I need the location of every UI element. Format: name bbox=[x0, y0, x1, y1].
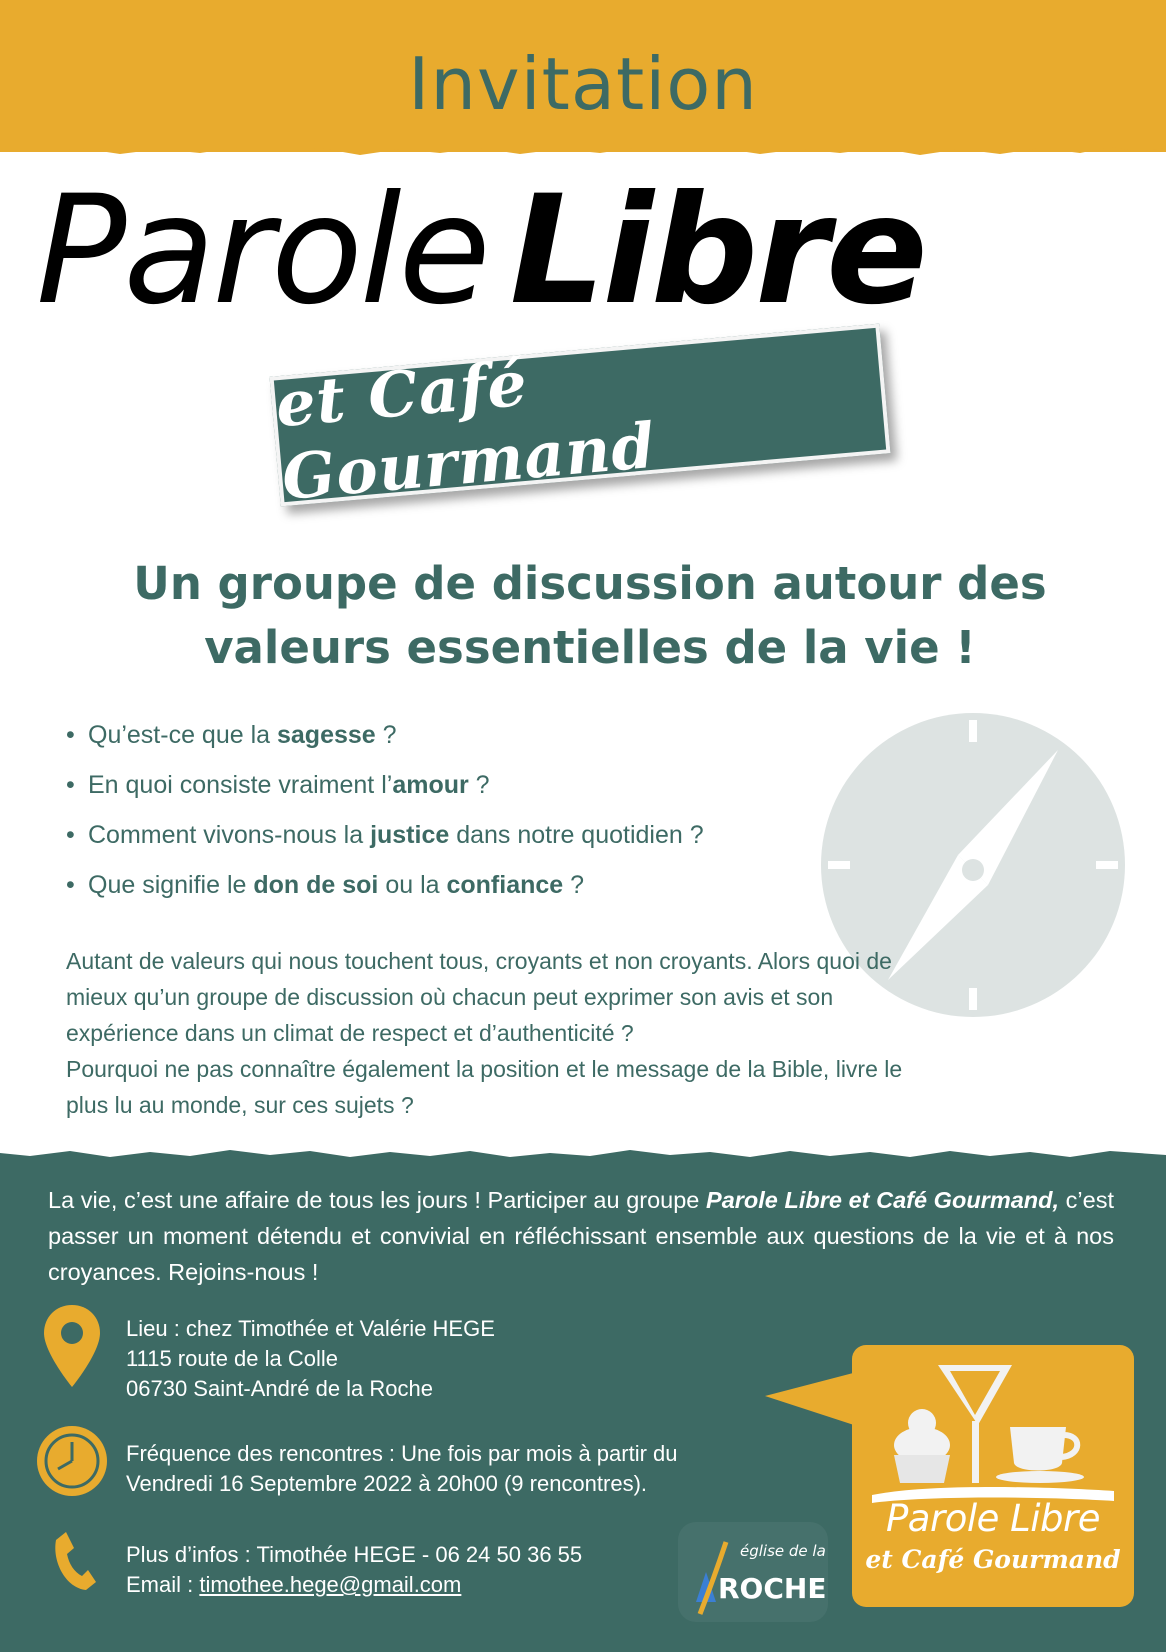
location-info: Lieu : chez Timothée et Valérie HEGE 1115 route de la Colle 06730 Saint-André de la Roche bbox=[126, 1316, 495, 1401]
phone-text: Plus d’infos : Timothée HEGE - 06 24 50 36 55 bbox=[126, 1542, 583, 1567]
email-link[interactable]: timothee.hege@gmail.com bbox=[199, 1572, 462, 1597]
invitation-label: Invitation bbox=[408, 42, 758, 126]
title-word-libre: Libre bbox=[509, 164, 925, 338]
torn-edge bbox=[0, 1148, 1166, 1162]
church-logo bbox=[678, 1522, 828, 1622]
title-word-parole: Parole bbox=[36, 164, 488, 338]
question-list bbox=[66, 710, 704, 910]
logo-bubble bbox=[852, 1345, 1134, 1607]
list-item: • En quoi consiste vraiment l’amour ? bbox=[66, 771, 490, 799]
phone-icon bbox=[52, 1530, 96, 1592]
frequency-info: Fréquence des rencontres : Une fois par mois à partir du Vendredi 16 Septembre 2022 à 20h00 (9 rencontres). bbox=[126, 1441, 678, 1496]
intro-text: La vie, c’est une affaire de tous les jours ! Participer au groupe Parole Libre et Café Gourmand, c’est passer un moment détendu et convivial en réfléchissant ensemble aux questions de la vie et à nos croyances. Rejoins-nous ! bbox=[48, 1187, 1114, 1285]
bubble-tail bbox=[765, 1372, 857, 1432]
church-logo-line-1: église de la bbox=[740, 1542, 826, 1560]
banner-text: et Café Gourmand bbox=[272, 346, 659, 515]
cafe-gourmand-banner bbox=[269, 324, 890, 515]
list-item: • Que signifie le don de soi ou la confiance ? bbox=[66, 871, 585, 899]
list-item: • Qu’est-ce que la sagesse ? bbox=[66, 721, 397, 749]
clock-icon bbox=[36, 1425, 108, 1497]
contact-info: Plus d’infos : Timothée HEGE - 06 24 50 36 55 Email : timothee.hege@gmail.com bbox=[126, 1542, 583, 1597]
subtitle-heading bbox=[60, 552, 1120, 680]
heading-line-2: valeurs essentielles de la vie ! bbox=[204, 621, 976, 674]
description-paragraph: Autant de valeurs qui nous touchent tous, croyants et non croyants. Alors quoi de mieux qu’un groupe de discussion où chacun peut exprimer son avis et son expérience dans un climat de respect et d’authenticité ? Pourquoi ne pas connaître également la position et le message de la Bible, livre le plus lu au monde, sur ces sujets ? bbox=[66, 948, 903, 1118]
bubble-subtitle: et Café Gourmand bbox=[865, 1545, 1121, 1574]
bubble-title: Parole Libre bbox=[886, 1497, 1100, 1540]
cupcake-glass-cup-icon bbox=[852, 1345, 1134, 1505]
list-item: • Comment vivons-nous la justice dans notre quotidien ? bbox=[66, 821, 704, 849]
main-title bbox=[36, 164, 1146, 338]
heading-line-1: Un groupe de discussion autour des bbox=[133, 557, 1047, 610]
location-pin-icon bbox=[44, 1305, 100, 1387]
church-logo-line-2: ROCHE bbox=[718, 1572, 827, 1605]
torn-edge bbox=[0, 138, 1166, 162]
